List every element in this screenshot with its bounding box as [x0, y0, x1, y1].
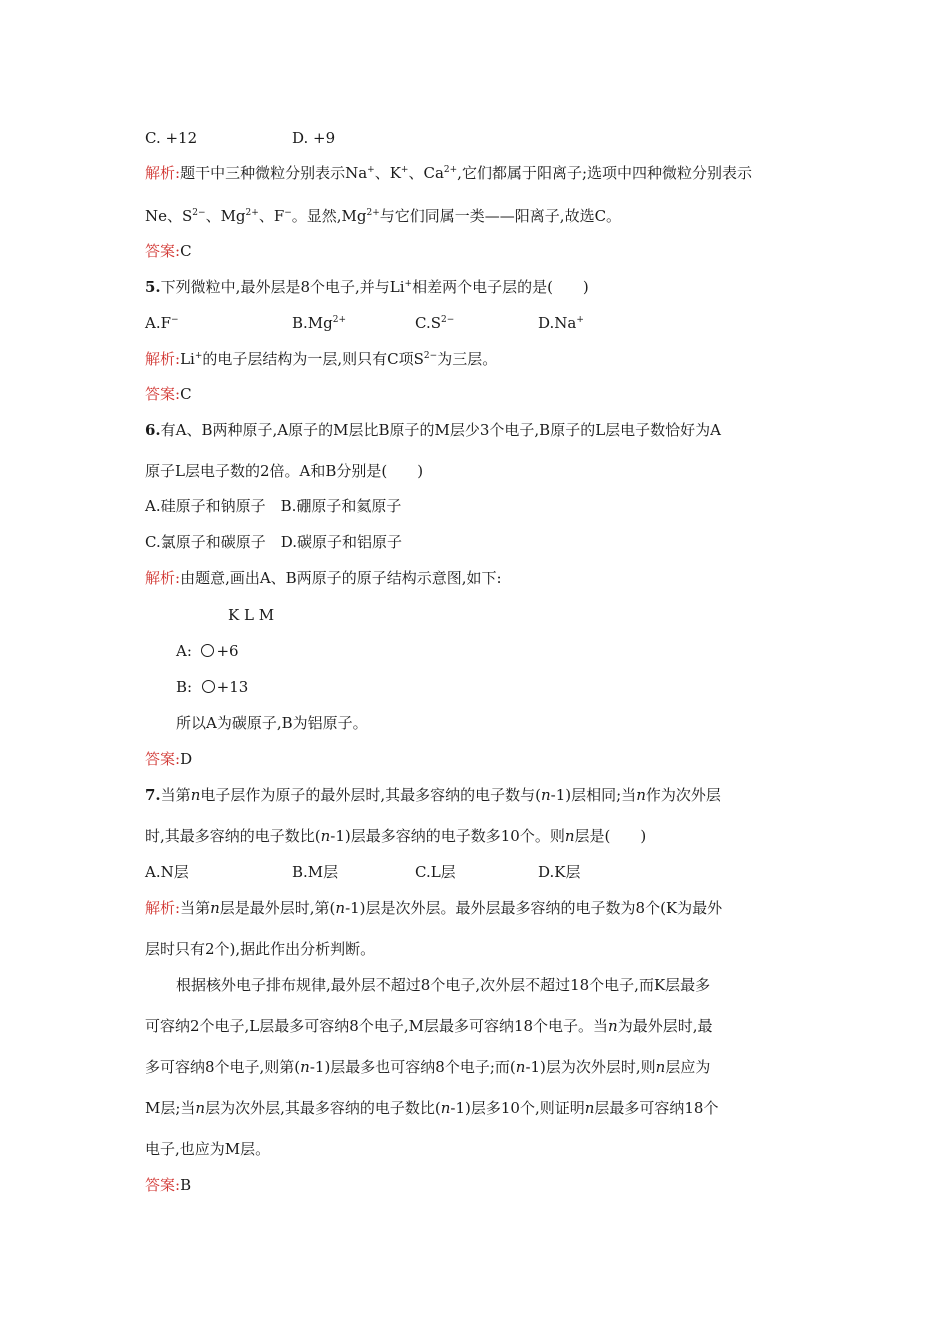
q5-stem: 5.下列微粒中,最外层是8个电子,并与Li+相差两个电子层的是( ) — [145, 278, 589, 296]
q4-answer: 答案:C — [145, 242, 192, 260]
q7-option-b: B.M层 — [292, 863, 339, 881]
q7-para2-line3: 多可容纳8个电子,则第(n-1)层最多也可容纳8个电子;而(n-1)层为次外层时,则n层应为 — [145, 1058, 711, 1076]
q5-answer: 答案:C — [145, 385, 192, 403]
q7-option-a: A.N层 — [145, 863, 189, 881]
prev-options-row — [145, 128, 336, 148]
q6-stem-line2: 原子L层电子数的2倍。A和B分别是( ) — [145, 462, 424, 480]
q5-analysis: 解析:Li+的电子层结构为一层,则只有C项$S^{2-}$为三层。 — [145, 350, 498, 368]
option-c: C. +12 — [145, 129, 198, 147]
option-d: D. +9 — [292, 129, 336, 147]
q7-para2-line1: 根据核外电子排布规律,最外层不超过8个电子,次外层不超过18个电子,而K层最多 — [176, 976, 711, 994]
q6-stem-line1: 6.有A、B两种原子,A原子的M层比B原子的M层少3个电子,B原子的L层电子数恰好为A — [145, 421, 721, 439]
atom-a-diagram: A: +6 — [176, 642, 239, 660]
q7-options — [145, 862, 581, 882]
q7-option-d: D.K层 — [538, 863, 581, 881]
q7-answer: 答案:B — [145, 1176, 192, 1194]
q6-analysis: 解析:由题意,画出A、B两原子的原子结构示意图,如下: — [145, 569, 502, 587]
q5-options — [145, 313, 584, 333]
q7-analysis-line2: 层时只有2个),据此作出分析判断。 — [145, 940, 376, 958]
nucleus-circle-icon — [202, 680, 215, 693]
q7-stem-line2: 时,其最多容纳的电子数比(n-1)层最多容纳的电子数多10个。则n层是( ) — [145, 827, 647, 845]
q6-options-row1: A.硅原子和钠原子 B.硼原子和氦原子 — [145, 497, 402, 515]
analysis-label: 解析: — [145, 164, 181, 182]
atom-b-diagram: B: +13 — [176, 678, 249, 696]
q7-option-c: C.L层 — [415, 863, 456, 881]
q4-analysis-line1: 解析:题干中三种微粒分别表示Na+、K+、$Ca^{2+}$,它们都属于阳离子;选项中四种微粒分别表示 — [145, 164, 752, 182]
q7-para2-line4: M层;当n层为次外层,其最多容纳的电子数比(n-1)层多10个,则证明n层最多可容纳18个 — [145, 1099, 719, 1117]
q7-para2-line5: 电子,也应为M层。 — [145, 1140, 271, 1158]
q6-conclusion: 所以A为碳原子,B为铝原子。 — [176, 714, 368, 732]
q7-stem-line1: 7.当第n电子层作为原子的最外层时,其最多容纳的电子数与(n-1)层相同;当n作为次外层 — [145, 786, 721, 804]
nucleus-circle-icon — [201, 644, 214, 657]
q5-option-c: $C.S^{2-}$ — [415, 314, 455, 332]
q7-para2-line2: 可容纳2个电子,L层最多可容纳8个电子,M层最多可容纳18个电子。当n为最外层时,最 — [145, 1017, 713, 1035]
q7-analysis-line1: 解析:当第n层是最外层时,第(n-1)层是次外层。最外层最多容纳的电子数为8个(K为最外 — [145, 899, 723, 917]
shell-labels: K L M — [228, 606, 275, 624]
q4-analysis-line2: Ne、$S^{2-}$、$Mg^{2+}$、F−。显然$,Mg^{2+}$与它们同属一类——阳离子,故选C。 — [145, 207, 622, 225]
q6-answer: 答案:D — [145, 750, 193, 768]
q5-option-b: $B.Mg^{2+}$ — [292, 314, 347, 332]
q5-option-a: A.F− — [145, 314, 179, 332]
q6-options-row2: C.氯原子和碳原子 D.碳原子和铝原子 — [145, 533, 402, 551]
q5-option-d: D.Na+ — [538, 314, 584, 332]
